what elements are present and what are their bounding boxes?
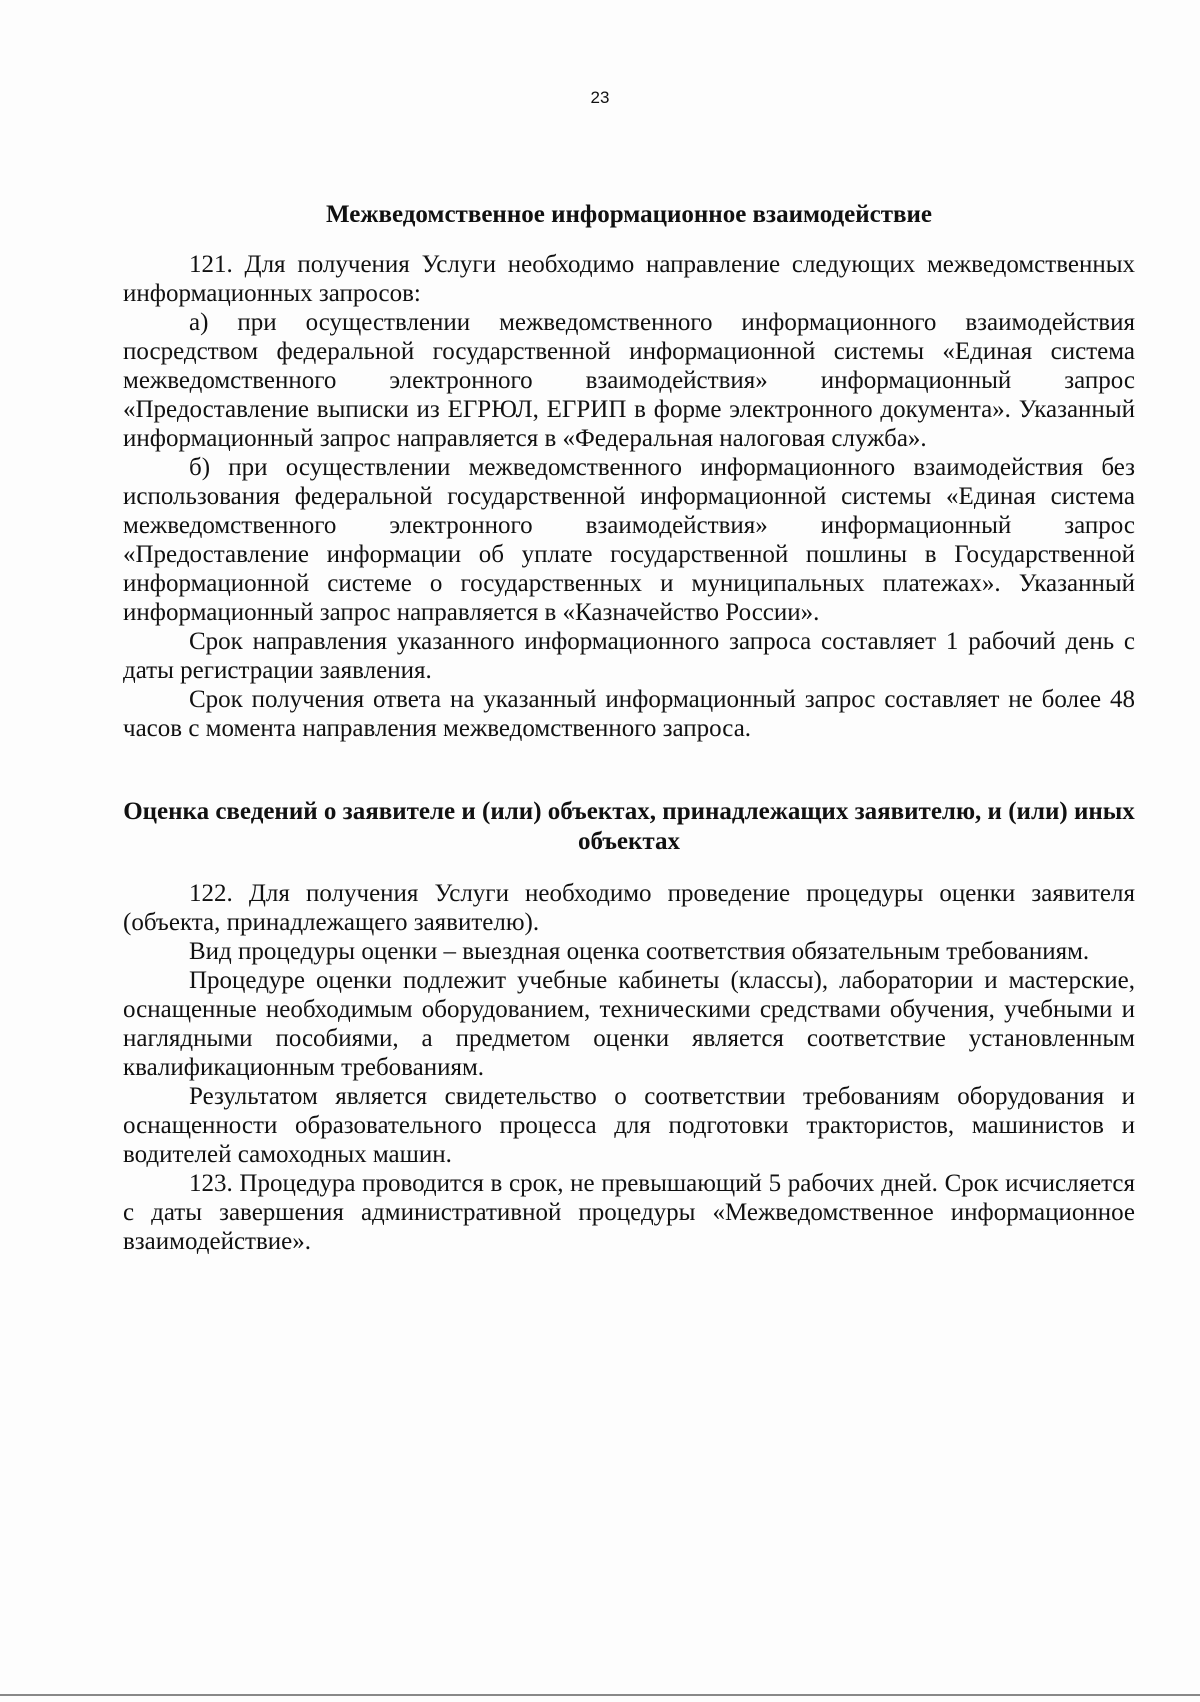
paragraph-121: 121. Для получения Услуги необходимо направление следующих межведомственных информационных запросов:	[123, 251, 1135, 307]
paragraph-assessment-subject: Процедуре оценки подлежит учебные кабинеты (классы), лаборатории и мастерские, оснащенные необходимым оборудованием, техническими средствами обучения, учебными и наглядными пособиями, а предметом оценки является соответствие установленным квалификационным требованиям.	[123, 967, 1135, 1081]
page-bottom-edge	[0, 1694, 1200, 1696]
paragraph-121-a: а) при осуществлении межведомственного информационного взаимодействия посредством федеральной государственной информационной системы «Единая система межведомственного электронного взаимодействия» информационный запрос «Предоставление выписки из ЕГРЮЛ, ЕГРИП в форме электронного документа». Указанный информационный запрос направляется в «Федеральная налоговая служба».	[123, 309, 1135, 452]
paragraph-123: 123. Процедура проводится в срок, не превышающий 5 рабочих дней. Срок исчисляется с даты завершения административной процедуры «Межведомственное информационное взаимодействие».	[123, 1170, 1135, 1255]
paragraph-assessment-result: Результатом является свидетельство о соответствии требованиям оборудования и оснащенности образовательного процесса для подготовки трактористов, машинистов и водителей самоходных машин.	[123, 1083, 1135, 1168]
paragraph-response-deadline: Срок получения ответа на указанный информационный запрос составляет не более 48 часов с момента направления межведомственного запроса.	[123, 686, 1135, 742]
section-heading-assessment: Оценка сведений о заявителе и (или) объектах, принадлежащих заявителю, и (или) иных объектах	[123, 798, 1135, 855]
paragraph-assessment-type: Вид процедуры оценки – выездная оценка соответствия обязательным требованиям.	[189, 938, 1090, 965]
page-number: 23	[590, 88, 610, 107]
section-heading-interagency: Межведомственное информационное взаимодействие	[326, 201, 932, 228]
paragraph-121-b: б) при осуществлении межведомственного информационного взаимодействия без использования федеральной государственной информационной системы «Единая система межведомственного электронного взаимодействия» информационный запрос «Предоставление информации об уплате государственной пошлины в Государственной информационной системе о государственных и муниципальных платежах». Указанный информационный запрос направляется в «Казначейство России».	[123, 454, 1135, 626]
paragraph-request-deadline: Срок направления указанного информационного запроса составляет 1 рабочий день с даты регистрации заявления.	[123, 628, 1135, 684]
paragraph-122: 122. Для получения Услуги необходимо проведение процедуры оценки заявителя (объекта, принадлежащего заявителю).	[123, 880, 1135, 936]
document-body	[123, 200, 1135, 1256]
